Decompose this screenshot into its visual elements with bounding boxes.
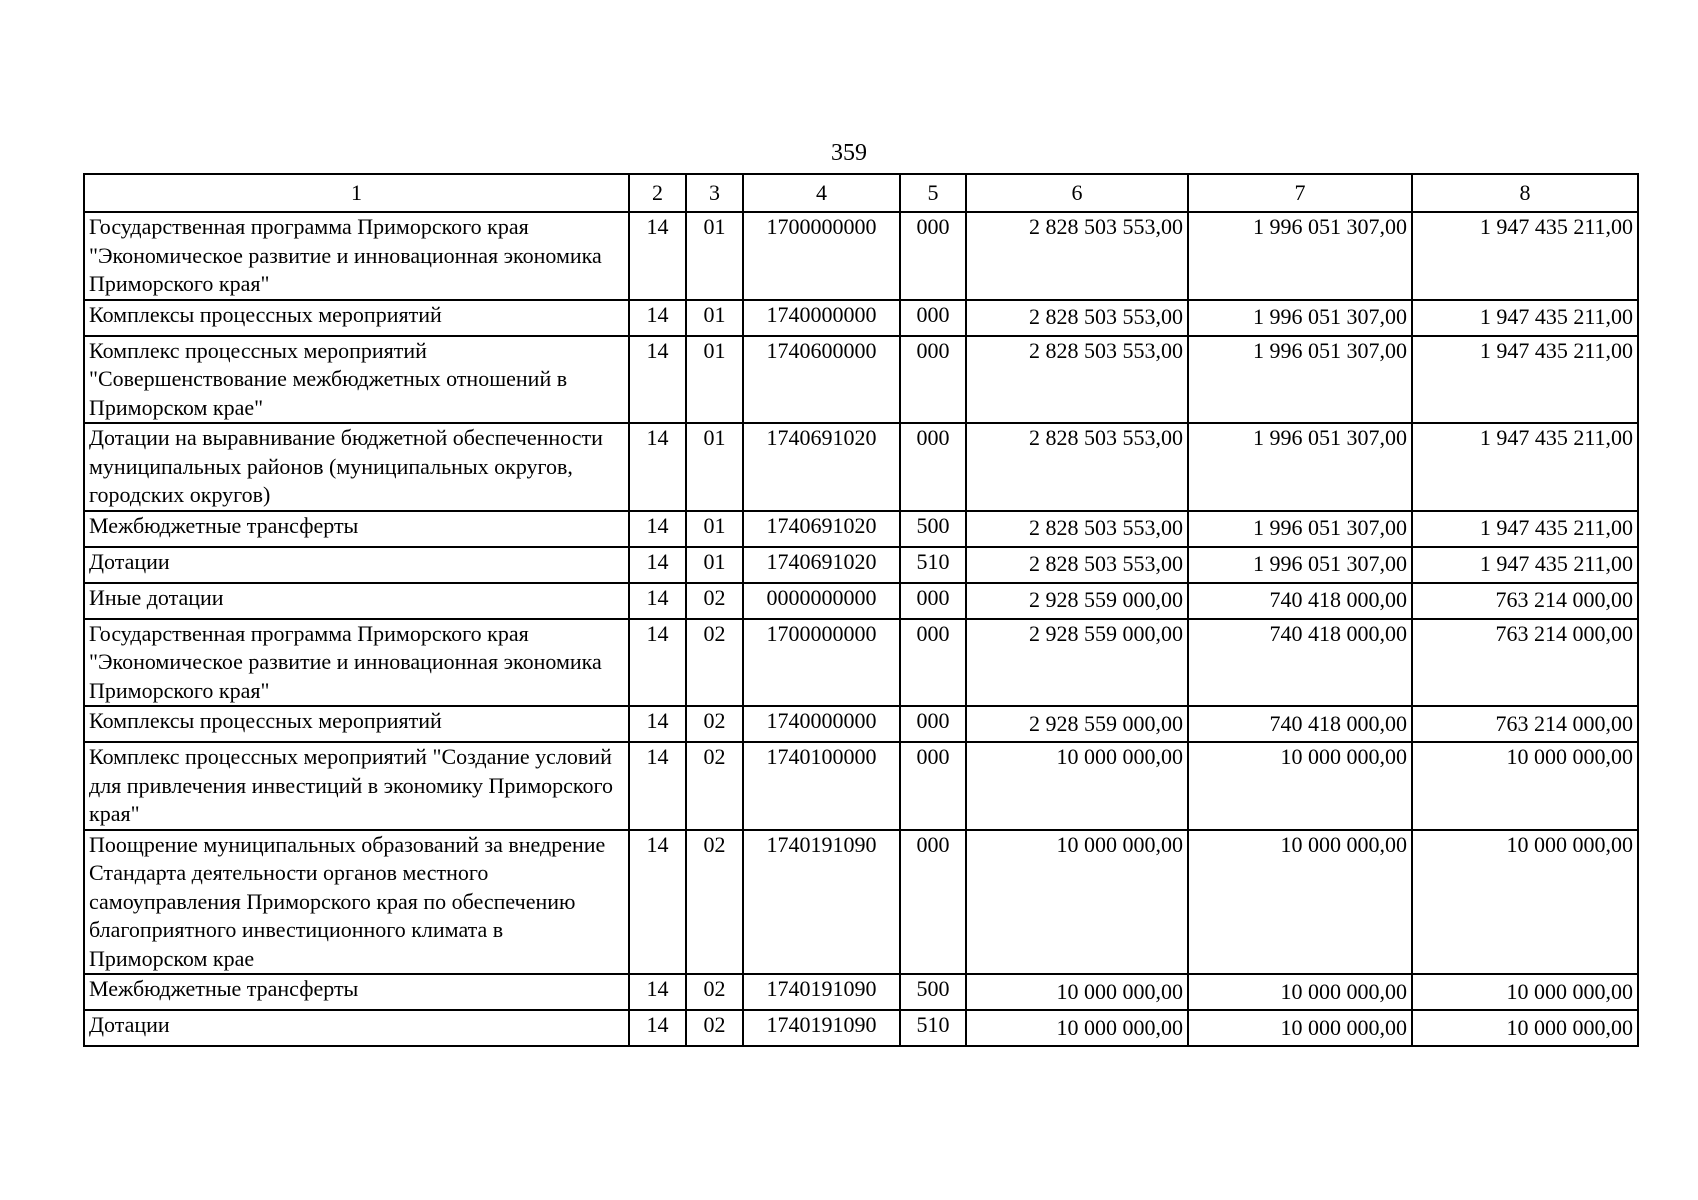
item-name: Комплекс процессных мероприятий "Создание условий для привлечения инвестиций в экономику Приморского края"	[84, 742, 629, 830]
amount-col-6: 10 000 000,00	[966, 830, 1188, 975]
amount-col-7: 1 996 051 307,00	[1188, 212, 1412, 300]
amount-col-8: 1 947 435 211,00	[1412, 423, 1638, 511]
header-cell: 4	[743, 174, 900, 212]
subsection-code: 02	[686, 619, 743, 707]
amount-col-7: 740 418 000,00	[1188, 619, 1412, 707]
expense-type-code: 000	[900, 830, 966, 975]
amount-col-6: 2 828 503 553,00	[966, 336, 1188, 424]
expense-type-code: 000	[900, 336, 966, 424]
subsection-code: 01	[686, 336, 743, 424]
expense-type-code: 000	[900, 706, 966, 742]
section-code: 14	[629, 583, 686, 619]
amount-col-6: 10 000 000,00	[966, 974, 1188, 1010]
amount-col-8: 763 214 000,00	[1412, 583, 1638, 619]
amount-col-8: 1 947 435 211,00	[1412, 336, 1638, 424]
amount-col-7: 1 996 051 307,00	[1188, 423, 1412, 511]
item-name: Дотации	[84, 1010, 629, 1046]
amount-col-7: 1 996 051 307,00	[1188, 300, 1412, 336]
subsection-code: 01	[686, 300, 743, 336]
amount-col-7: 740 418 000,00	[1188, 583, 1412, 619]
target-article-code: 1740000000	[743, 706, 900, 742]
subsection-code: 02	[686, 706, 743, 742]
header-cell: 5	[900, 174, 966, 212]
amount-col-7: 740 418 000,00	[1188, 706, 1412, 742]
table-row	[84, 830, 1638, 975]
table-header-row	[84, 174, 1638, 212]
table-row	[84, 974, 1638, 1010]
item-name: Комплекс процессных мероприятий "Совершенствование межбюджетных отношений в Приморском крае"	[84, 336, 629, 424]
item-name: Комплексы процессных мероприятий	[84, 706, 629, 742]
amount-col-7: 1 996 051 307,00	[1188, 511, 1412, 547]
amount-col-8: 10 000 000,00	[1412, 742, 1638, 830]
amount-col-8: 1 947 435 211,00	[1412, 511, 1638, 547]
amount-col-6: 10 000 000,00	[966, 1010, 1188, 1046]
item-name: Межбюджетные трансферты	[84, 974, 629, 1010]
amount-col-7: 10 000 000,00	[1188, 974, 1412, 1010]
section-code: 14	[629, 742, 686, 830]
section-code: 14	[629, 300, 686, 336]
subsection-code: 02	[686, 583, 743, 619]
subsection-code: 01	[686, 547, 743, 583]
header-cell: 1	[84, 174, 629, 212]
table-row	[84, 1010, 1638, 1046]
item-name: Поощрение муниципальных образований за внедрение Стандарта деятельности органов местного самоуправления Приморского края по обеспечению благоприятного инвестиционного климата в Приморском крае	[84, 830, 629, 975]
section-code: 14	[629, 547, 686, 583]
table-row	[84, 547, 1638, 583]
item-name: Государственная программа Приморского края "Экономическое развитие и инновационная экономика Приморского края"	[84, 212, 629, 300]
section-code: 14	[629, 212, 686, 300]
target-article-code: 1740191090	[743, 830, 900, 975]
table-row	[84, 583, 1638, 619]
header-cell: 3	[686, 174, 743, 212]
amount-col-7: 10 000 000,00	[1188, 1010, 1412, 1046]
subsection-code: 02	[686, 974, 743, 1010]
amount-col-6: 2 828 503 553,00	[966, 300, 1188, 336]
amount-col-6: 2 928 559 000,00	[966, 619, 1188, 707]
expense-type-code: 000	[900, 423, 966, 511]
section-code: 14	[629, 974, 686, 1010]
table-row	[84, 300, 1638, 336]
subsection-code: 02	[686, 742, 743, 830]
amount-col-6: 2 928 559 000,00	[966, 583, 1188, 619]
amount-col-7: 10 000 000,00	[1188, 742, 1412, 830]
target-article-code: 1740191090	[743, 1010, 900, 1046]
target-article-code: 0000000000	[743, 583, 900, 619]
amount-col-7: 1 996 051 307,00	[1188, 336, 1412, 424]
target-article-code: 1740691020	[743, 547, 900, 583]
table-row	[84, 619, 1638, 707]
section-code: 14	[629, 706, 686, 742]
subsection-code: 01	[686, 423, 743, 511]
page-number: 359	[831, 140, 867, 166]
amount-col-6: 2 828 503 553,00	[966, 511, 1188, 547]
table-row	[84, 336, 1638, 424]
expense-type-code: 500	[900, 511, 966, 547]
amount-col-8: 1 947 435 211,00	[1412, 212, 1638, 300]
expense-type-code: 500	[900, 974, 966, 1010]
target-article-code: 1740600000	[743, 336, 900, 424]
amount-col-6: 2 828 503 553,00	[966, 212, 1188, 300]
item-name: Иные дотации	[84, 583, 629, 619]
section-code: 14	[629, 619, 686, 707]
subsection-code: 02	[686, 1010, 743, 1046]
table-row	[84, 423, 1638, 511]
amount-col-7: 10 000 000,00	[1188, 830, 1412, 975]
item-name: Государственная программа Приморского края "Экономическое развитие и инновационная экономика Приморского края"	[84, 619, 629, 707]
amount-col-7: 1 996 051 307,00	[1188, 547, 1412, 583]
section-code: 14	[629, 830, 686, 975]
section-code: 14	[629, 336, 686, 424]
table-row	[84, 511, 1638, 547]
table-row	[84, 706, 1638, 742]
subsection-code: 01	[686, 212, 743, 300]
amount-col-6: 2 928 559 000,00	[966, 706, 1188, 742]
header-cell: 2	[629, 174, 686, 212]
amount-col-8: 763 214 000,00	[1412, 706, 1638, 742]
header-cell: 6	[966, 174, 1188, 212]
amount-col-8: 10 000 000,00	[1412, 830, 1638, 975]
expense-type-code: 000	[900, 212, 966, 300]
item-name: Межбюджетные трансферты	[84, 511, 629, 547]
target-article-code: 1740691020	[743, 423, 900, 511]
expense-type-code: 000	[900, 300, 966, 336]
amount-col-8: 763 214 000,00	[1412, 619, 1638, 707]
target-article-code: 1700000000	[743, 619, 900, 707]
expense-type-code: 000	[900, 619, 966, 707]
section-code: 14	[629, 1010, 686, 1046]
amount-col-6: 2 828 503 553,00	[966, 547, 1188, 583]
target-article-code: 1740191090	[743, 974, 900, 1010]
amount-col-8: 1 947 435 211,00	[1412, 547, 1638, 583]
item-name: Дотации	[84, 547, 629, 583]
table-row	[84, 212, 1638, 300]
amount-col-8: 10 000 000,00	[1412, 1010, 1638, 1046]
table-row	[84, 742, 1638, 830]
item-name: Дотации на выравнивание бюджетной обеспеченности муниципальных районов (муниципальных округов, городских округов)	[84, 423, 629, 511]
target-article-code: 1740691020	[743, 511, 900, 547]
budget-table	[83, 173, 1639, 1047]
section-code: 14	[629, 511, 686, 547]
amount-col-6: 2 828 503 553,00	[966, 423, 1188, 511]
item-name: Комплексы процессных мероприятий	[84, 300, 629, 336]
section-code: 14	[629, 423, 686, 511]
header-cell: 8	[1412, 174, 1638, 212]
subsection-code: 02	[686, 830, 743, 975]
amount-col-8: 1 947 435 211,00	[1412, 300, 1638, 336]
target-article-code: 1700000000	[743, 212, 900, 300]
target-article-code: 1740000000	[743, 300, 900, 336]
amount-col-6: 10 000 000,00	[966, 742, 1188, 830]
amount-col-8: 10 000 000,00	[1412, 974, 1638, 1010]
expense-type-code: 510	[900, 547, 966, 583]
subsection-code: 01	[686, 511, 743, 547]
expense-type-code: 510	[900, 1010, 966, 1046]
expense-type-code: 000	[900, 742, 966, 830]
expense-type-code: 000	[900, 583, 966, 619]
target-article-code: 1740100000	[743, 742, 900, 830]
header-cell: 7	[1188, 174, 1412, 212]
